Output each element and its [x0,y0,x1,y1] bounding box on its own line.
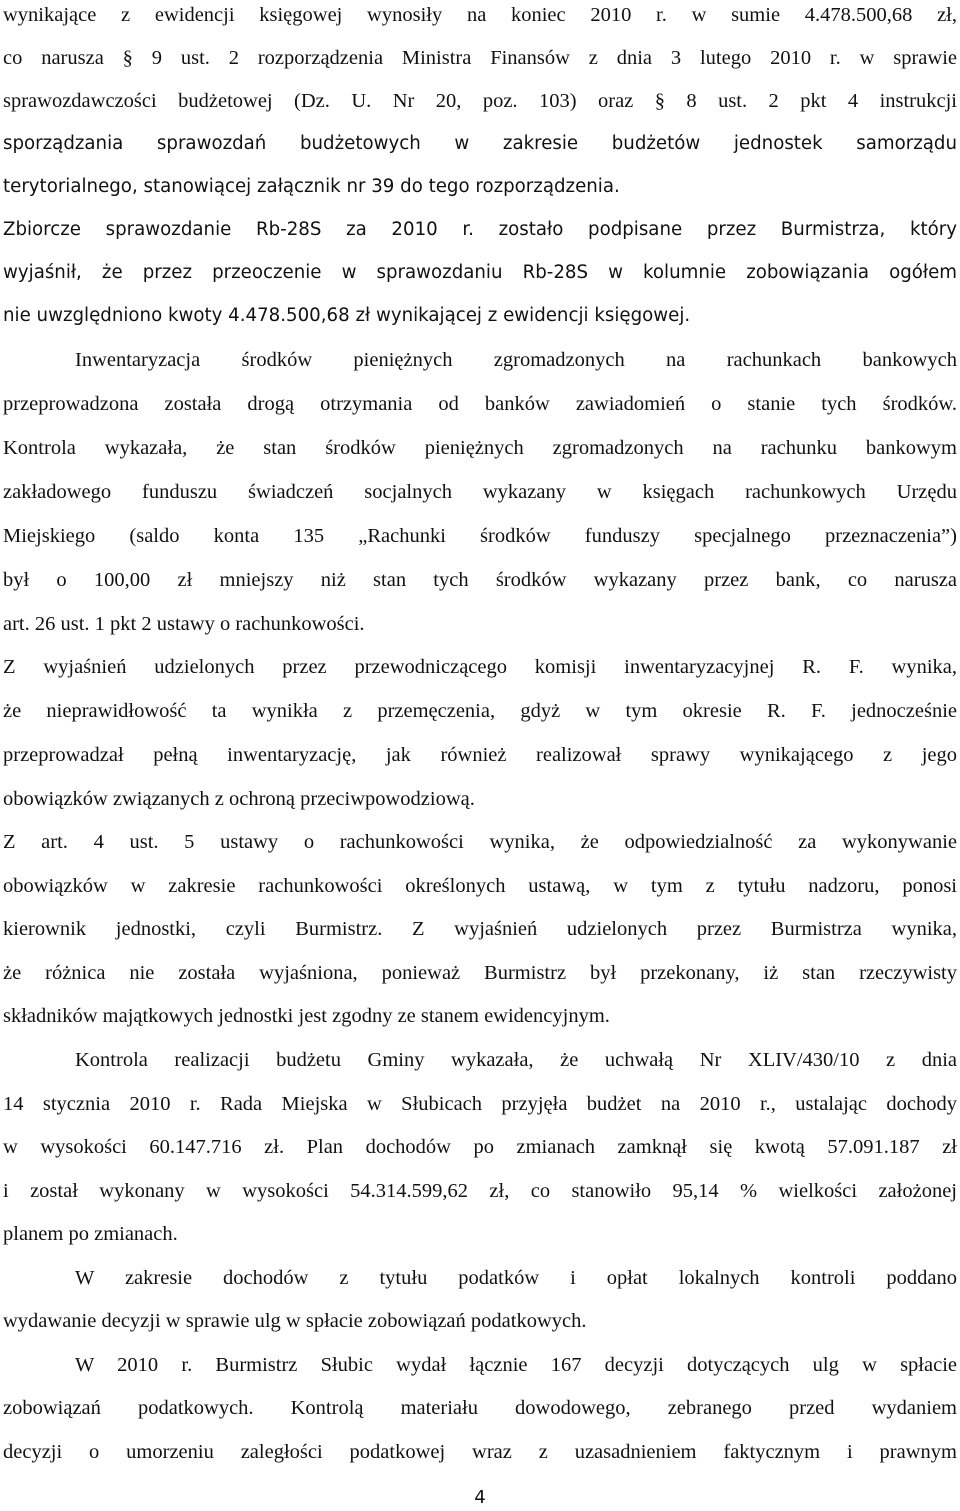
text-line: Inwentaryzacja środków pieniężnych zgromadzonych na rachunkach bankowych [75,349,957,371]
text-line: że różnica nie została wyjaśniona, ponieważ Burmistrz był przekonany, iż stan rzeczywisty [3,962,957,984]
page-number: 4 [474,1487,486,1508]
text-line: sprawozdawczości budżetowej (Dz. U. Nr 20, poz. 103) oraz § 8 ust. 2 pkt 4 instrukcji [3,90,957,112]
text-line: składników majątkowych jednostki jest zgodny ze stanem ewidencyjnym. [3,1005,610,1027]
text-line: W 2010 r. Burmistrz Słubic wydał łącznie 167 decyzji dotyczących ulg w spłacie [75,1354,957,1376]
text-line: Zbiorcze sprawozdanie Rb-28S za 2010 r. zostało podpisane przez Burmistrza, który [3,219,957,240]
text-line: Z wyjaśnień udzielonych przez przewodniczącego komisji inwentaryzacyjnej R. F. wynika, [3,656,957,678]
text-line: wynikające z ewidencji księgowej wynosiły na koniec 2010 r. w sumie 4.478.500,68 zł, [3,4,957,26]
text-line: był o 100,00 zł mniejszy niż stan tych środków wykazany przez bank, co narusza [3,569,957,591]
text-line: decyzji o umorzeniu zaległości podatkowej wraz z uzasadnieniem faktycznym i prawnym [3,1441,957,1463]
text-line: że nieprawidłowość ta wynikła z przemęczenia, gdyż w tym okresie R. F. jednocześnie [3,700,957,722]
text-line: W zakresie dochodów z tytułu podatków i opłat lokalnych kontroli poddano [75,1267,957,1289]
text-line: wydawanie decyzji w sprawie ulg w spłacie zobowiązań podatkowych. [3,1310,587,1332]
text-line: terytorialnego, stanowiącej załącznik nr 39 do tego rozporządzenia. [3,176,620,197]
text-line: Kontrola wykazała, że stan środków pieniężnych zgromadzonych na rachunku bankowym [3,437,957,459]
text-line: przeprowadzona została drogą otrzymania od banków zawiadomień o stanie tych środków. [3,393,957,415]
text-line: w wysokości 60.147.716 zł. Plan dochodów po zmianach zamknął się kwotą 57.091.187 zł [3,1136,957,1158]
text-line: kierownik jednostki, czyli Burmistrz. Z wyjaśnień udzielonych przez Burmistrza wynika, [3,918,957,940]
text-line: sporządzania sprawozdań budżetowych w zakresie budżetów jednostek samorządu [3,133,957,154]
text-line: wyjaśnił, że przez przeoczenie w sprawozdaniu Rb-28S w kolumnie zobowiązania ogółem [3,262,957,283]
text-line: i został wykonany w wysokości 54.314.599,62 zł, co stanowiło 95,14 % wielkości założonej [3,1180,957,1202]
text-line: obowiązków związanych z ochroną przeciwpowodziową. [3,788,475,810]
text-line: planem po zmianach. [3,1223,178,1245]
text-line: art. 26 ust. 1 pkt 2 ustawy o rachunkowości. [3,613,365,635]
text-line: co narusza § 9 ust. 2 rozporządzenia Ministra Finansów z dnia 3 lutego 2010 r. w sprawie [3,47,957,69]
text-line: nie uwzględniono kwoty 4.478.500,68 zł wynikającej z ewidencji księgowej. [3,305,691,326]
text-line: przeprowadzał pełną inwentaryzację, jak również realizował sprawy wynikającego z jego [3,744,957,766]
text-line: Kontrola realizacji budżetu Gminy wykazała, że uchwałą Nr XLIV/430/10 z dnia [75,1049,957,1071]
text-line: Z art. 4 ust. 5 ustawy o rachunkowości wynika, że odpowiedzialność za wykonywanie [3,831,957,853]
text-line: zakładowego funduszu świadczeń socjalnych wykazany w księgach rachunkowych Urzędu [3,481,957,503]
text-line: 14 stycznia 2010 r. Rada Miejska w Słubicach przyjęła budżet na 2010 r., ustalając dochody [3,1093,957,1115]
text-line: zobowiązań podatkowych. Kontrolą materiału dowodowego, zebranego przed wydaniem [3,1397,957,1419]
text-line: Miejskiego (saldo konta 135 „Rachunki środków funduszy specjalnego przeznaczenia”) [3,525,957,547]
text-line: obowiązków w zakresie rachunkowości określonych ustawą, w tym z tytułu nadzoru, ponosi [3,875,957,897]
